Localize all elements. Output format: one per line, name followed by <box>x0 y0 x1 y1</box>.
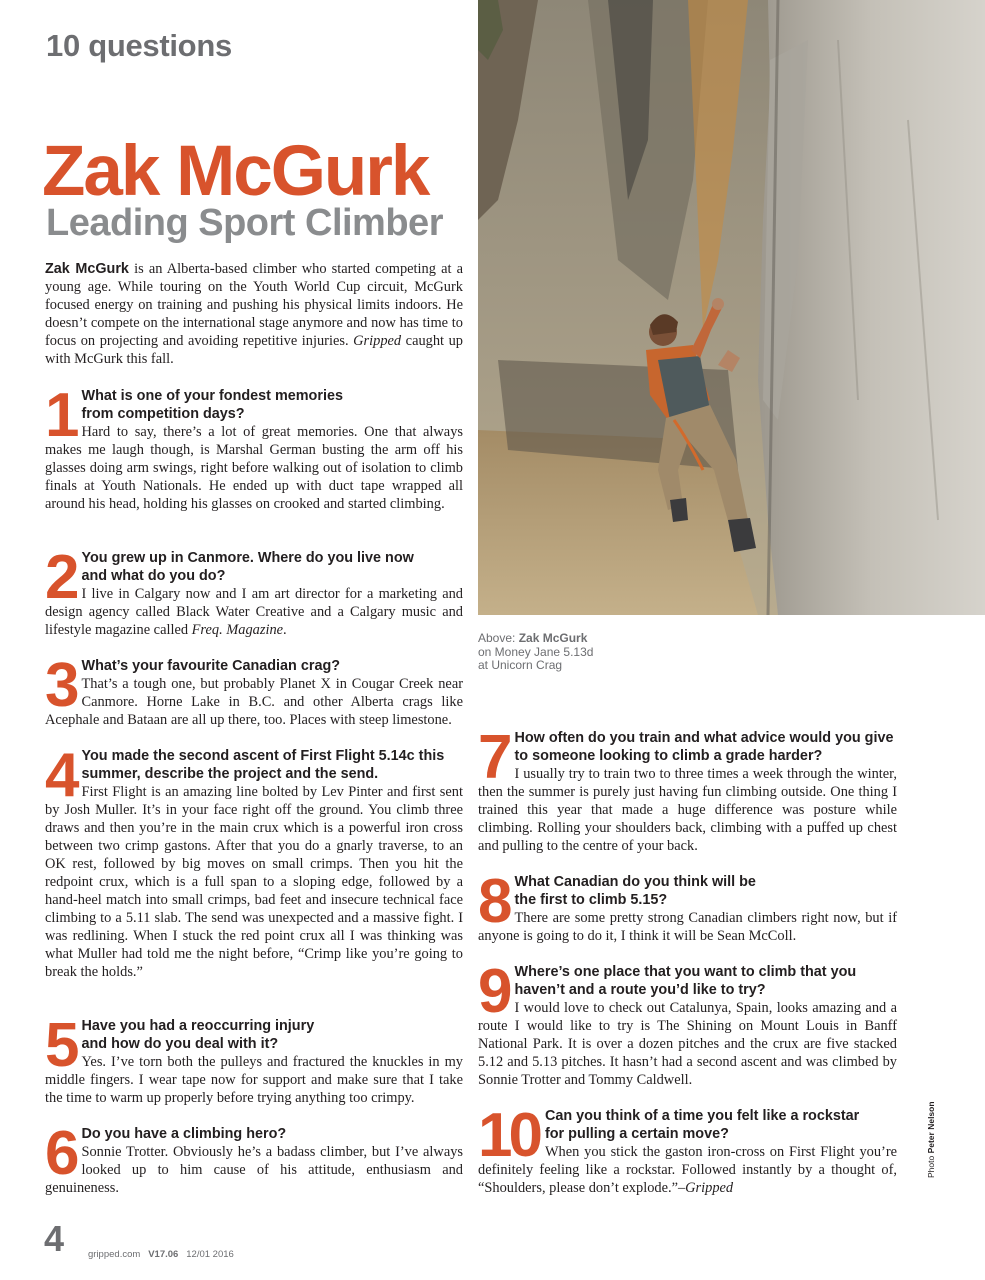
question-text: Have you had a reoccurring injury and how do you deal with it? <box>81 1018 315 1052</box>
photo-caption <box>478 632 678 673</box>
question-text: What’s your favourite Canadian crag? <box>81 658 341 674</box>
intro-text-1: is an Alberta-based climber who started competing at a young age. While touring on the Youth World Cup circuit, McGurk focused energy on training and pushing his physical limits indoors. He doesn’t compete on the international stage anymore and now has time to focus on projecting and avoiding repetitive injuries. <box>45 261 464 349</box>
caption-name: Zak McGurk <box>518 631 588 645</box>
footer-issue: V17.06 <box>148 1249 179 1260</box>
answer-text: That’s a tough one, but probably Planet X in Cougar Creek near Canmore. Horne Lake in B.C. and other Alberta crags like Acephale and Bataan are all up there, too. Places with steep limestone. <box>45 676 463 728</box>
question-5 <box>45 1011 463 1107</box>
answer-italic: Gripped <box>685 1180 734 1196</box>
question-text: How often do you train and what advice would you give to someone looking to climb a grade harder? <box>514 730 894 764</box>
answer-text: Sonnie Trotter. Obviously he’s a badass climber, but I’ve always looked up to him cause of his attitude, enthusiasm and genuineness. <box>45 1144 463 1196</box>
question-text: What is one of your fondest memories from competition days? <box>81 388 343 422</box>
article-title: Zak McGurk <box>42 132 429 211</box>
question-number: 9 <box>478 957 509 1026</box>
question-number: 6 <box>45 1119 76 1188</box>
page-number: 4 <box>44 1218 65 1259</box>
answer-end: . <box>283 622 287 638</box>
question-number: 1 <box>45 381 76 450</box>
credit-prefix: Photo <box>926 1153 936 1178</box>
question-1 <box>45 381 463 513</box>
question-9 <box>478 957 897 1089</box>
rock-wall-illustration <box>478 0 985 615</box>
intro-paragraph <box>45 260 463 368</box>
question-number: 4 <box>45 741 76 810</box>
question-4 <box>45 741 463 981</box>
question-text: Do you have a climbing hero? <box>81 1126 287 1142</box>
intro-lead: Zak McGurk <box>45 261 129 277</box>
question-number: 10 <box>478 1101 539 1170</box>
question-number: 2 <box>45 543 76 612</box>
footer-site: gripped.com <box>88 1249 141 1260</box>
photo-credit <box>926 1101 936 1178</box>
question-number: 7 <box>478 723 509 792</box>
intro-text-2: caught up with McGurk this fall. <box>45 333 463 367</box>
answer-italic: Freq. Magazine <box>191 622 284 638</box>
question-number: 5 <box>45 1011 76 1080</box>
question-6 <box>45 1119 463 1197</box>
caption-prefix: Above: <box>478 631 519 645</box>
answer-text: First Flight is an amazing line bolted by Lev Pinter and first sent by Josh Muller. It’s in your face right off the ground. You climb three draws and then you’re in the main crux which is a powerful iron cross between two crimp gastons. After that you do a gnarly traverse, to an OK rest, followed by big moves on small crimps. Then you hit the redpoint crux, which is a full span to a sloping edge, followed by a hand-heel match into small crimps, bad feet and insecure technical face climbing to a 5.11 slab. The send was unexpected and a massive fight. I was redlining. When I stuck the red point crux all I was thinking was what Muller had told me the night before, “Crimp like you’re going to break the holds.” <box>45 784 463 980</box>
section-label: 10 questions <box>46 28 232 63</box>
question-10 <box>478 1101 897 1197</box>
question-text: You made the second ascent of First Flight 5.14c this summer, describe the project and the send. <box>81 748 445 782</box>
caption-line-2: on Money Jane 5.13d <box>478 644 594 659</box>
answer-text <box>478 1143 897 1197</box>
credit-name: Peter Nelson <box>926 1101 936 1154</box>
question-text: Can you think of a time you felt like a rockstar for pulling a certain move? <box>544 1108 860 1142</box>
article-subtitle: Leading Sport Climber <box>46 202 443 244</box>
caption-line-3: at Unicorn Crag <box>478 658 563 672</box>
question-text: You grew up in Canmore. Where do you live now and what do you do? <box>81 550 414 584</box>
question-number: 3 <box>45 651 76 720</box>
answer-text: Hard to say, there’s a lot of great memories. One that always makes me laugh though, is Marshal German busting the arm off his glasses doing arm swings, right before walking out of isolation to climb finals at Youth Nationals. He ended up with duct tape wrapped all around his head, holding his glasses on crooked and started climbing. <box>45 424 463 512</box>
footer-info <box>88 1249 234 1260</box>
question-2 <box>45 543 463 639</box>
footer-date: 12/01 2016 <box>186 1249 234 1260</box>
question-text: Where’s one place that you want to climb that you haven’t and a route you’d like to try? <box>514 964 857 998</box>
question-7 <box>478 723 897 855</box>
answer-text: There are some pretty strong Canadian climbers right now, but if anyone is going to do it, I think it will be Sean McColl. <box>478 910 897 944</box>
answer-main: I live in Calgary now and I am art director for a marketing and design agency called Black Water Creative and a Calgary music and lifestyle magazine called <box>45 586 463 638</box>
question-3 <box>45 651 463 729</box>
answer-text <box>45 585 463 639</box>
answer-text: Yes. I’ve torn both the pulleys and fractured the knuckles in my middle fingers. I wear tape now for support and make sure that I take the time to warm up properly before trying anything too crimpy. <box>45 1054 463 1106</box>
answer-text: I usually try to train two to three times a week through the winter, then the summer is purely just having fun climbing outside. One thing I trained this year that made a huge difference was posture while climbing. Rolling your shoulders back, climbing with a puffed up chest and pulling to the centre of your back. <box>478 766 897 854</box>
answer-main: When you stick the gaston iron-cross on First Flight you’re definitely feeling like a rockstar. Followed instantly by a thought of, “Shoulders, please don’t explode.”– <box>478 1144 897 1196</box>
question-8 <box>478 867 897 945</box>
climber-photo <box>478 0 985 615</box>
question-text: What Canadian do you think will be the first to climb 5.15? <box>514 874 756 908</box>
answer-text: I would love to check out Catalunya, Spain, looks amazing and a route I would like to try is The Shining on Mount Louis in Banff National Park. It is over a dozen pitches and the crux are five stacked 5.12 and 5.13 pitches. It hasn’t had a second ascent and was climbed by Sonnie Trotter and Tommy Caldwell. <box>478 1000 897 1088</box>
intro-text-italic: Gripped <box>353 333 402 349</box>
question-number: 8 <box>478 867 509 936</box>
